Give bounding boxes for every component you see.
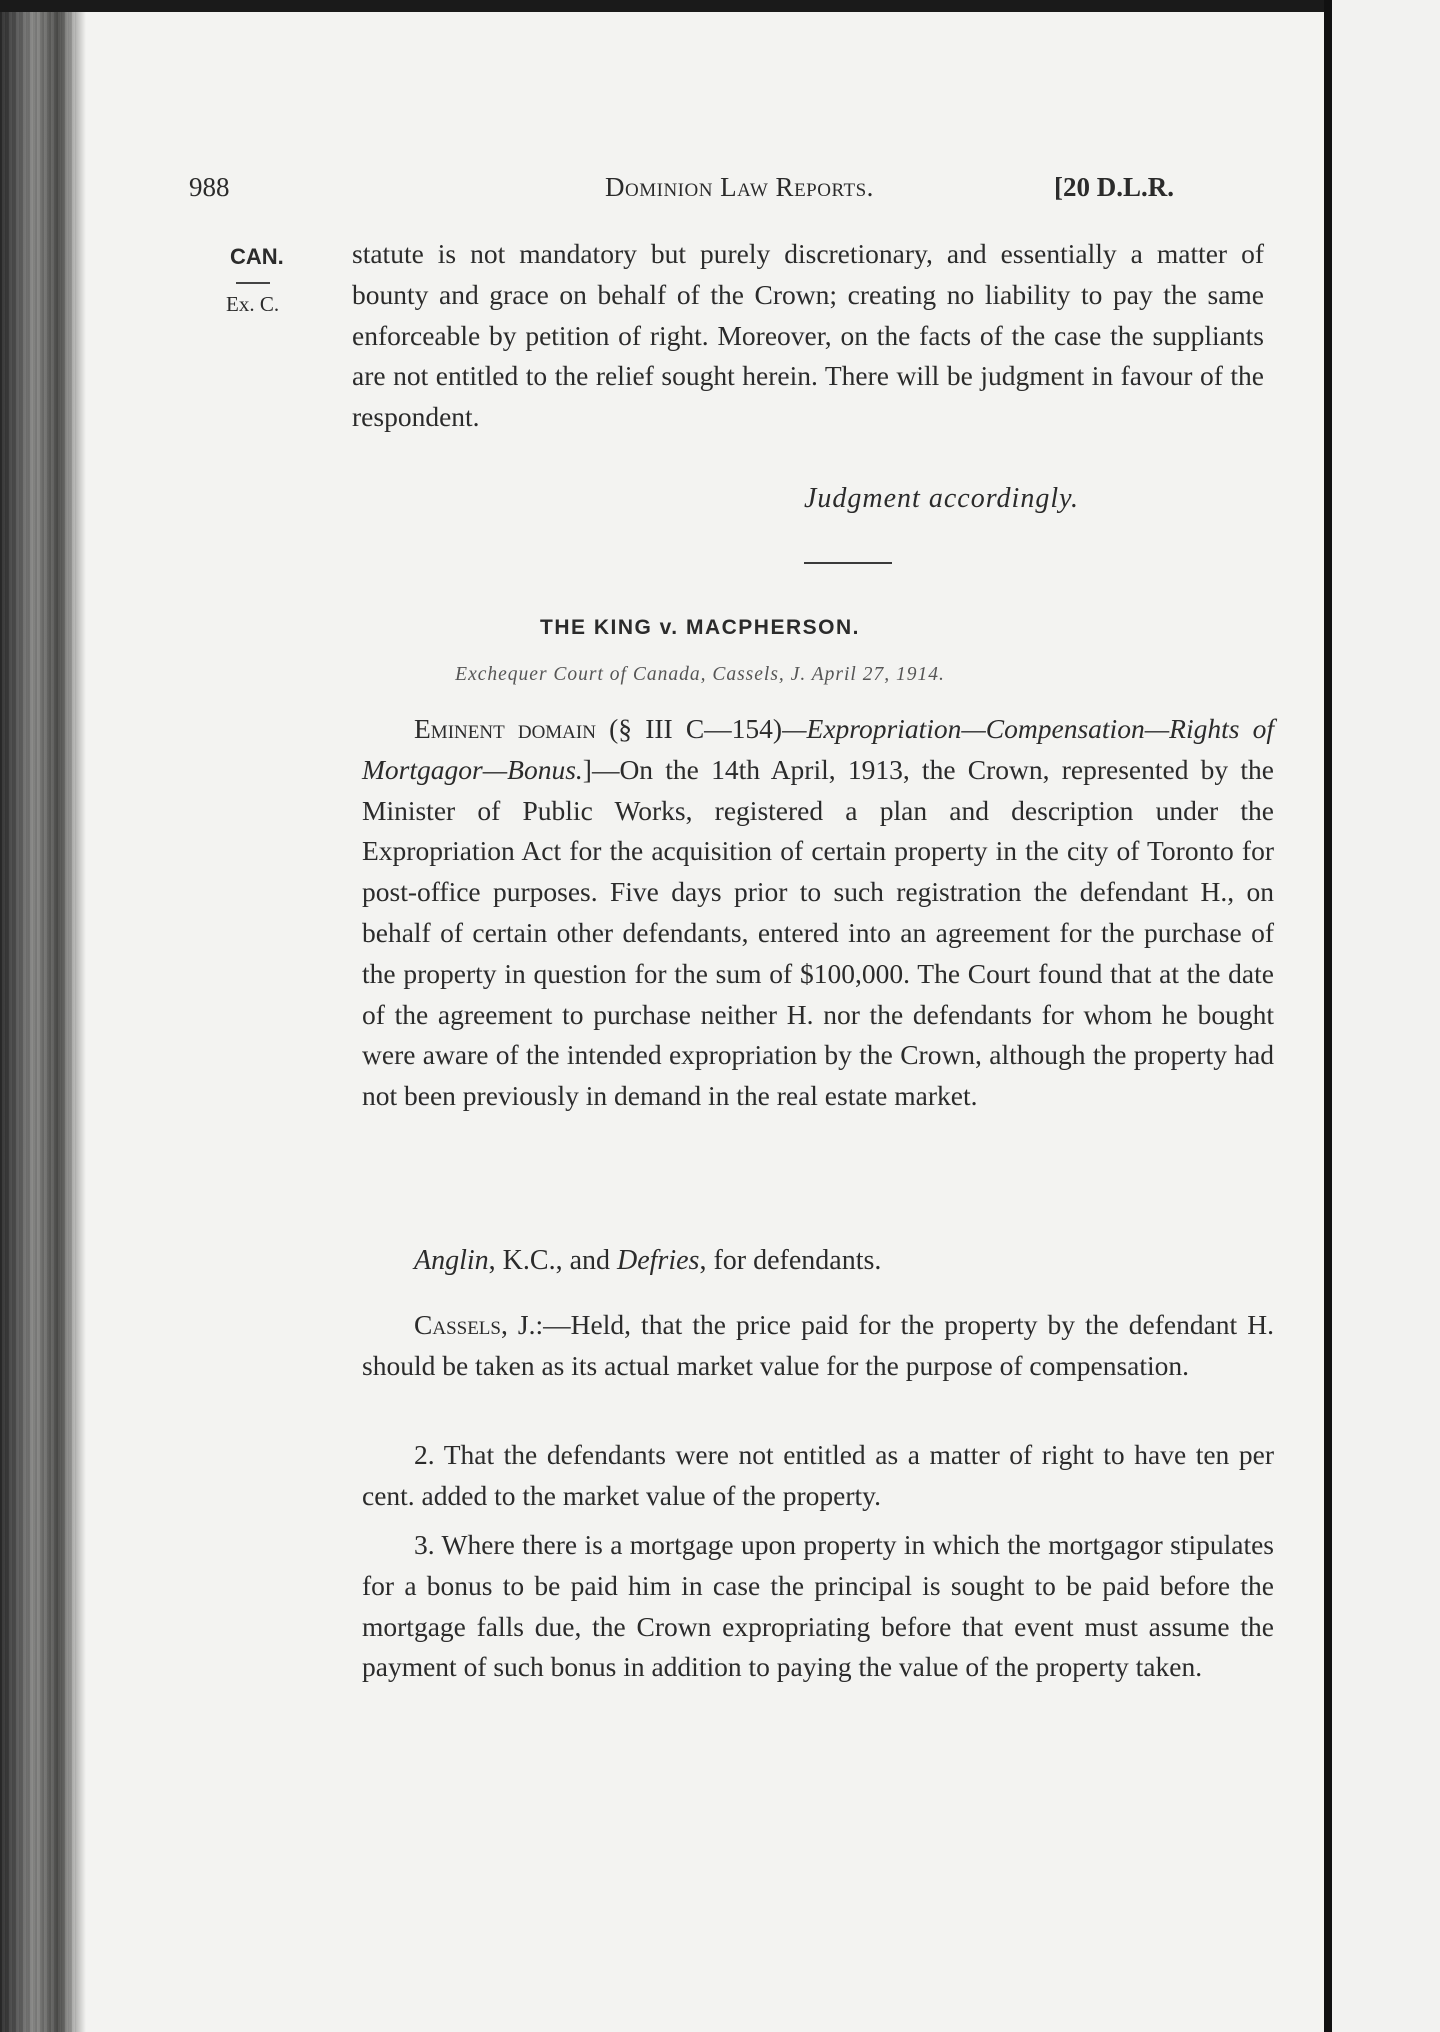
- holding-text: :—Held, that the price paid for the property by the defendant H. should be taken as its actual market value for the purpose of compensation.: [362, 1309, 1274, 1381]
- court-line: Exchequer Court of Canada, Cassels, J. April 27, 1914.: [455, 664, 945, 685]
- book-page: [76, 12, 1324, 2032]
- point-2: 2. That the defendants were not entitled as a matter of right to have ten per cent. added to the market value of the property.: [362, 1439, 1274, 1511]
- margin-jurisdiction: CAN.: [230, 244, 284, 269]
- headnote: [362, 709, 1274, 1117]
- headnote-catchwords: —Expropriation—Compensation—Rights of Mortgagor—Bonus.: [362, 713, 1274, 785]
- counsel-line: [414, 1245, 881, 1277]
- page-fold: [1324, 0, 1332, 2032]
- holding-paragraph: [362, 1305, 1274, 1387]
- judge-name: Cassels, J.: [414, 1309, 536, 1340]
- counsel-end: , for defendants.: [699, 1245, 882, 1276]
- headnote-body: ]—On the 14th April, 1913, the Crown, represented by the Minister of Public Works, registered a plan and description under the Expropriation Act for the acquisition of certain property in the city of Toronto for post-office purposes. Five days prior to such registration the defendant H., on behalf of certain other defendants, entered into an agreement for the purchase of the property in question for the sum of $100,000. The Court found that at the date of the agreement to purchase neither H. nor the defendants for whom he bought were aware of the intended expropriation by the Crown, although the property had not been previously in demand in the real estate market.: [362, 753, 1274, 1112]
- page-number: 988: [189, 172, 230, 202]
- headnote-section: (§ III C—154): [609, 713, 783, 744]
- counsel-name-2: Defries: [617, 1245, 700, 1276]
- scan-top-border: [0, 0, 1324, 12]
- counsel-connector: , K.C., and: [488, 1245, 617, 1276]
- judgment-line: Judgment accordingly.: [803, 483, 1079, 514]
- facing-page: [1332, 0, 1440, 2032]
- section-separator: [804, 562, 892, 564]
- running-title: Dominion Law Reports.: [605, 172, 874, 202]
- case-title: THE KING v. MACPHERSON.: [540, 616, 860, 639]
- margin-divider: [236, 282, 270, 284]
- headnote-lead: Eminent domain: [414, 713, 596, 744]
- volume-reference: [20 D.L.R.: [1054, 172, 1174, 202]
- book-binding: [0, 0, 76, 2032]
- point-3: 3. Where there is a mortgage upon property in which the mortgagor stipulates for a bonus to be paid him in case the principal is sought to be paid before the mortgage falls due, the Crown expropriating before that event must assume the payment of such bonus in addition to paying the value of the property taken.: [362, 1529, 1274, 1683]
- counsel-name-1: Anglin: [414, 1245, 489, 1276]
- margin-court: Ex. C.: [226, 292, 280, 316]
- page-gutter-shadow: [76, 12, 86, 2032]
- opening-paragraph: statute is not mandatory but purely discretionary, and essentially a matter of bounty and grace on behalf of the Crown; creating no liability to pay the same enforceable by petition of right. Moreover, on the facts of the case the suppliants are not entitled to the relief sought herein. There will be judgment in favour of the respondent.: [352, 238, 1264, 433]
